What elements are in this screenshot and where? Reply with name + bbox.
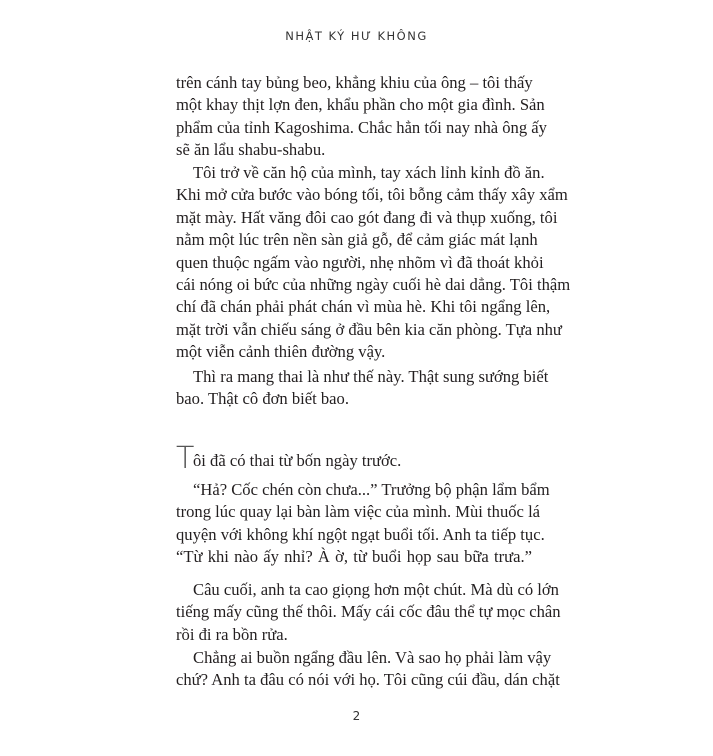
- line-text: quyện với không khí ngột ngạt buổi tối. Anh ta tiếp tục.: [176, 524, 545, 544]
- paragraph: [176, 72, 547, 162]
- paragraph: [176, 647, 560, 692]
- line-text: trên cánh tay bủng beo, khẳng khiu của ông – tôi thấy: [176, 73, 533, 92]
- paragraph: [176, 441, 532, 476]
- line-text: bao. Thật cô đơn biết bao.: [176, 389, 349, 409]
- text-line: [176, 524, 545, 546]
- text-line: [176, 501, 541, 523]
- line-text: “Từ khi nào ấy nhỉ? À ờ, từ buổi họp sau bữa trưa.”: [176, 547, 532, 567]
- paragraph: [176, 162, 571, 364]
- line-text: trong lúc quay lại bàn làm việc của mình. Mùi thuốc lá: [176, 502, 541, 522]
- line-text: Câu cuối, anh ta cao giọng hơn một chút. Mà dù có lớn: [193, 580, 559, 599]
- text-line: [176, 162, 545, 184]
- line-text: mặt trời vẫn chiếu sáng ở đầu bên kia căn phòng. Tựa như: [176, 319, 562, 339]
- line-text: một viễn cảnh thiên đường vậy.: [176, 342, 386, 362]
- text-line: [176, 624, 532, 646]
- text-line: [176, 341, 532, 363]
- text-line: [176, 72, 532, 94]
- line-text: sẽ ăn lẩu shabu-shabu.: [176, 140, 326, 160]
- line-text: một khay thịt lợn đen, khẩu phần cho một gia đình. Sản: [176, 95, 545, 115]
- text-line: [176, 274, 571, 296]
- line-text: cái nóng oi bức của những ngày cuối hè dai dẳng. Tôi thậm: [176, 274, 571, 294]
- text-line: [176, 319, 562, 341]
- text-line: [176, 546, 532, 568]
- paragraph: [176, 479, 550, 569]
- text-line: [176, 252, 544, 274]
- text-line: [176, 94, 545, 116]
- text-line: [176, 669, 560, 691]
- text-line: [176, 441, 532, 476]
- line-text: “Hả? Cốc chén còn chưa...” Trưởng bộ phận lẩm bẩm: [193, 480, 550, 499]
- text-line: [176, 366, 549, 388]
- text-line: [176, 207, 558, 229]
- line-text: mặt mày. Hất văng đôi cao gót đang đi và thụp xuống, tôi: [176, 207, 558, 227]
- text-line: [176, 184, 568, 206]
- line-text: Thì ra mang thai là như thế này. Thật sung sướng biết: [193, 367, 549, 386]
- line-text: chí đã chán phải phát chán vì mùa hè. Khi tôi ngẩng lên,: [176, 297, 551, 317]
- text-line: [176, 601, 561, 623]
- line-text: Khi mở cửa bước vào bóng tối, tôi bỗng cảm thấy xây xẩm: [176, 185, 568, 205]
- page-number: 2: [352, 709, 361, 723]
- line-text: Chẳng ai buồn ngẩng đầu lên. Và sao họ phải làm vậy: [193, 648, 552, 667]
- line-text: nằm một lúc trên nền sàn giả gỗ, để cảm giác mát lạnh: [176, 230, 538, 250]
- text-line: [176, 388, 532, 410]
- text-line: [176, 479, 550, 501]
- running-header: NHẬT KÝ HƯ KHÔNG: [285, 29, 428, 43]
- line-text: phẩm của tỉnh Kagoshima. Chắc hẳn tối nay nhà ông ấy: [176, 117, 547, 137]
- line-text: chứ? Anh ta đâu có nói với họ. Tôi cũng cúi đầu, dán chặt: [176, 670, 560, 690]
- text-line: [176, 296, 551, 318]
- line-text: rồi đi ra bồn rửa.: [176, 624, 288, 644]
- drop-cap: T: [176, 441, 195, 476]
- text-line: [176, 579, 559, 601]
- line-text: tiếng mấy cũng thế thôi. Mấy cái cốc đâu thể tự mọc chân: [176, 602, 561, 622]
- text-line: [176, 117, 547, 139]
- text-line: [176, 139, 532, 161]
- text-line: [176, 229, 538, 251]
- text-line: [176, 647, 552, 669]
- line-text: Tôi trở về căn hộ của mình, tay xách lỉnh kỉnh đồ ăn.: [193, 163, 545, 182]
- paragraph: [176, 579, 561, 646]
- line-text: ôi đã có thai từ bốn ngày trước.: [193, 451, 402, 470]
- line-text: quen thuộc ngấm vào người, nhẹ nhõm vì đã thoát khỏi: [176, 252, 544, 272]
- paragraph: [176, 366, 549, 411]
